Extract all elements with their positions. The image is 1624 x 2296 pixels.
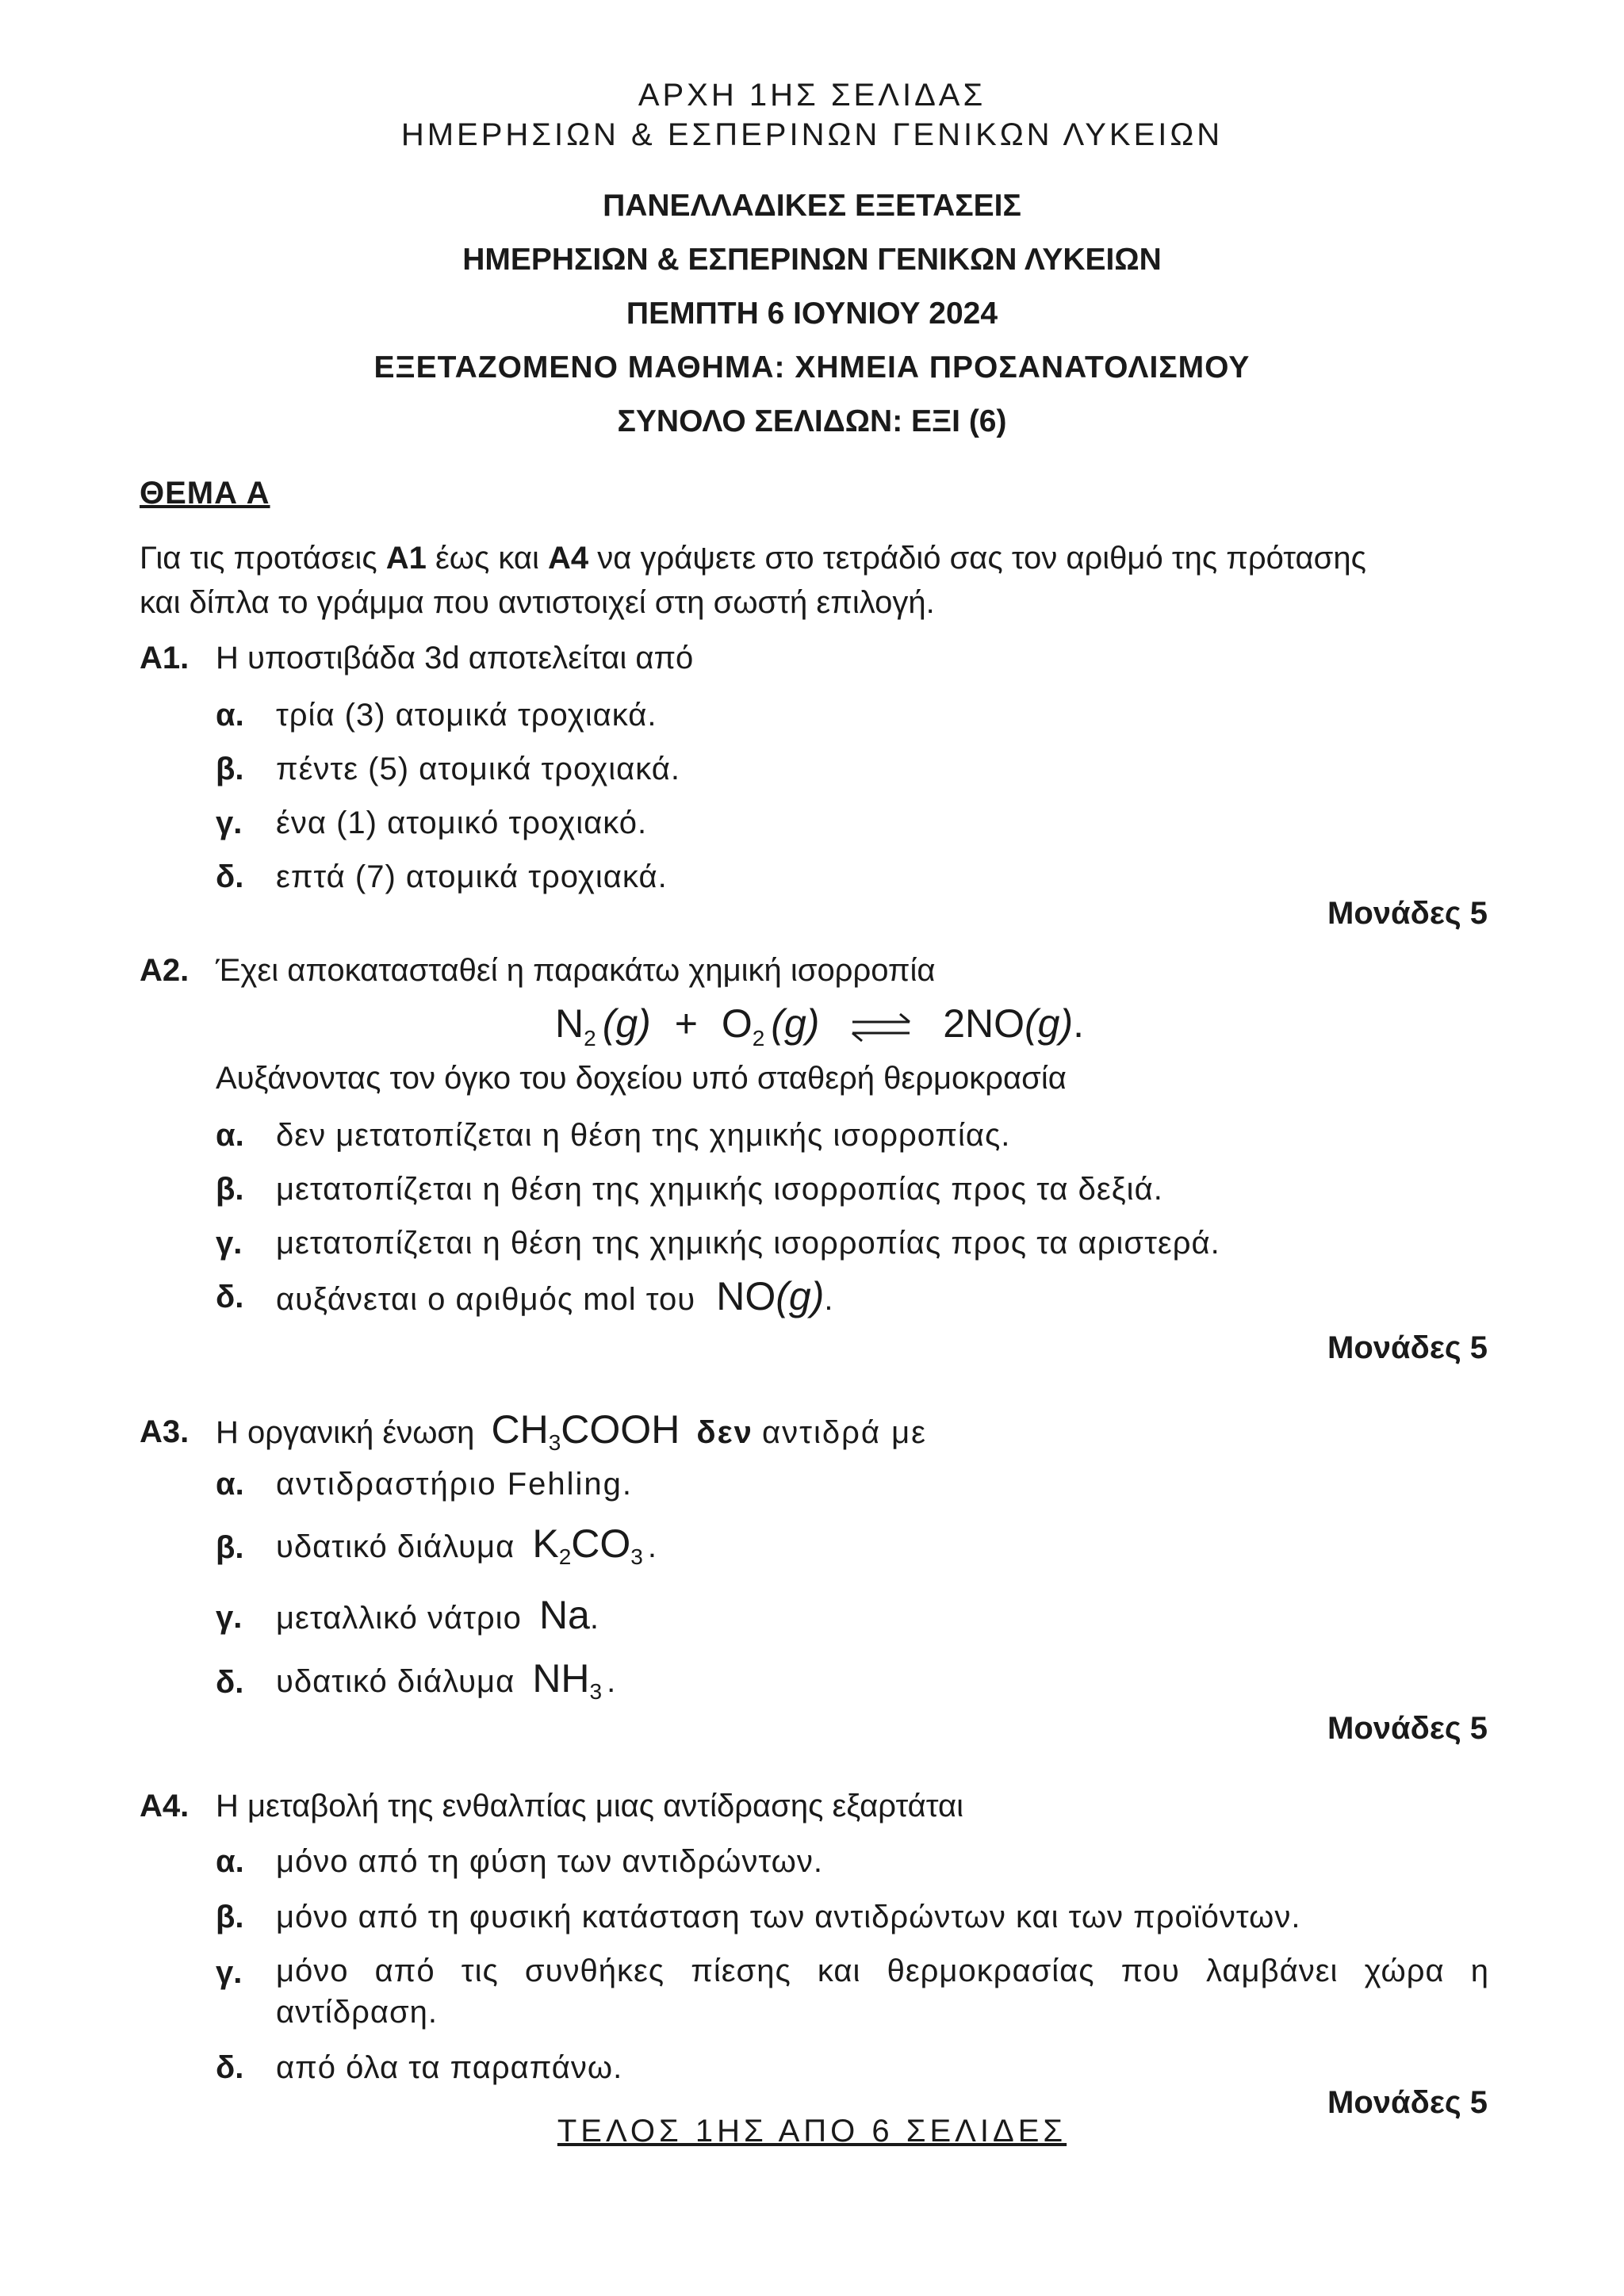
option-text: δεν μετατοπίζεται η θέση της χημικής ισορροπίας. — [276, 1118, 1011, 1153]
instructions: Για τις προτάσεις Α1 έως και Α4 να γράψετε στο τετράδιό σας τον αριθμό της πρότασης και δίπλα το γράμμα που αντιστοιχεί στη σωστή επιλογή. — [140, 541, 1366, 620]
question-number-a3: Α3. — [140, 1414, 190, 1449]
exam-date: ΠΕΜΠΤΗ 6 ΙΟΥΝΙΟΥ 2024 — [626, 297, 998, 331]
question-text-a3: Η οργανική ένωση $CH_3COOH$ δεν αντιδρά με — [216, 1407, 927, 1455]
option-letter: α. — [216, 1844, 244, 1879]
question-number-a1: Α1. — [140, 641, 190, 675]
exam-title: ΠΑΝΕΛΛΑΔΙΚΕΣ ΕΞΕΤΑΣΕΙΣ — [603, 189, 1021, 223]
option-text: υδατικό διάλυμα $NH_3$ . — [276, 1656, 617, 1704]
question-text-a2: Έχει αποκατασταθεί η παρακάτω χημική ισορροπία — [216, 953, 936, 988]
option-text: μόνο από τη φύση των αντιδρώντων. — [276, 1844, 823, 1879]
option-text: τρία (3) ατομικά τροχιακά. — [276, 698, 657, 733]
marks-a3: Μονάδες 5 — [1327, 1711, 1488, 1746]
question-number-a2: Α2. — [140, 953, 190, 988]
option-letter: γ. — [216, 1955, 243, 1990]
equilibrium-arrows-icon — [849, 1011, 913, 1043]
option-letter: γ. — [216, 1226, 243, 1261]
theme-heading: ΘΕΜΑ Α — [140, 476, 270, 511]
option-text: αντιδραστήριο Fehling. — [276, 1467, 633, 1502]
option-text: ένα (1) ατομικό τροχιακό. — [276, 806, 648, 840]
question-text-a4: Η μεταβολή της ενθαλπίας μιας αντίδρασης εξαρτάται — [216, 1789, 964, 1823]
option-letter: γ. — [216, 806, 243, 840]
page-header-line1: ΑΡΧΗ 1ΗΣ ΣΕΛΙΔΑΣ — [638, 78, 986, 113]
marks-a2: Μονάδες 5 — [1327, 1330, 1488, 1365]
option-letter: γ. — [216, 1600, 243, 1635]
option-text: επτά (7) ατομικά τροχιακά. — [276, 859, 668, 894]
exam-schools: ΗΜΕΡΗΣΙΩΝ & ΕΣΠΕΡΙΝΩΝ ΓΕΝΙΚΩΝ ΛΥΚΕΙΩΝ — [462, 243, 1162, 277]
exam-subject: ΕΞΕΤΑΖΟΜΕΝΟ ΜΑΘΗΜΑ: ΧΗΜΕΙΑ ΠΡΟΣΑΝΑΤΟΛΙΣΜΟΥ — [373, 350, 1251, 385]
option-text: πέντε (5) ατομικά τροχιακά. — [276, 752, 680, 786]
option-letter: β. — [216, 1172, 244, 1207]
marks-a1: Μονάδες 5 — [1327, 896, 1488, 931]
question-text-a1: Η υποστιβάδα 3d αποτελείται από — [216, 641, 694, 675]
option-letter: δ. — [216, 1280, 244, 1314]
option-text: μεταλλικό νάτριο Na. — [276, 1593, 599, 1637]
question-number-a4: Α4. — [140, 1789, 190, 1823]
option-text: μετατοπίζεται η θέση της χημικής ισορροπίας προς τα αριστερά. — [276, 1226, 1220, 1261]
option-text: από όλα τα παραπάνω. — [276, 2050, 623, 2085]
option-text: υδατικό διάλυμα $K_2CO_3$ . — [276, 1521, 657, 1569]
option-letter: β. — [216, 1900, 244, 1934]
question-condition-a2: Αυξάνοντας τον όγκο του δοχείου υπό σταθερή θερμοκρασία — [216, 1061, 1067, 1096]
option-text: μόνο από τη φυσική κατάσταση των αντιδρώντων και των προϊόντων. — [276, 1900, 1301, 1934]
option-letter: α. — [216, 698, 244, 733]
option-letter: δ. — [216, 859, 244, 894]
option-letter: δ. — [216, 2050, 244, 2085]
option-text: μετατοπίζεται η θέση της χημικής ισορροπίας προς τα δεξιά. — [276, 1172, 1163, 1207]
exam-page-count: ΣΥΝΟΛΟ ΣΕΛΙΔΩΝ: ΕΞΙ (6) — [617, 404, 1007, 438]
option-letter: β. — [216, 752, 244, 786]
option-letter: α. — [216, 1118, 244, 1153]
option-letter: δ. — [216, 1665, 244, 1700]
option-text: αυξάνεται ο αριθμός mol του NO(g). — [276, 1274, 834, 1318]
option-letter: α. — [216, 1467, 244, 1502]
page-header-line2: ΗΜΕΡΗΣΙΩΝ & ΕΣΠΕΡΙΝΩΝ ΓΕΝΙΚΩΝ ΛΥΚΕΙΩΝ — [400, 117, 1224, 152]
option-text: μόνο από τις συνθήκες πίεσης και θερμοκρασίας που λαμβάνει χώρα η αντίδραση. — [276, 1954, 1489, 2030]
marks-a4: Μονάδες 5 — [1327, 2085, 1488, 2120]
equilibrium-equation: $N_2$ $(g) + O_2$ (g) 2NO(g). — [555, 1001, 1085, 1050]
page-footer: ΤΕΛΟΣ 1ΗΣ ΑΠΟ 6 ΣΕΛΙΔΕΣ — [557, 2114, 1067, 2149]
option-letter: β. — [216, 1530, 244, 1565]
